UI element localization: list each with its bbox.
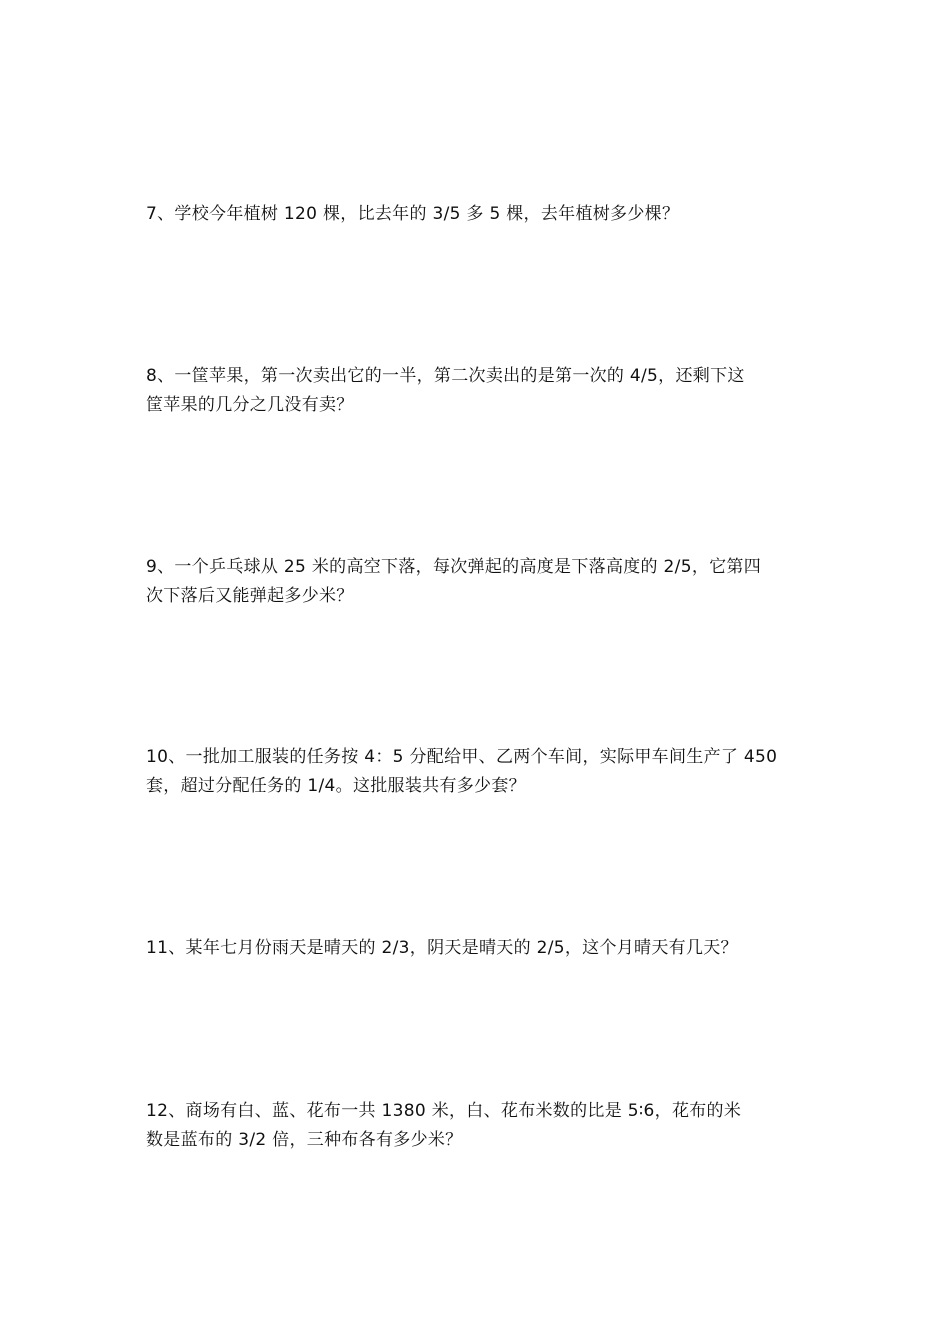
problem-11-line-1: 11、某年七月份雨天是晴天的 2/3，阴天是晴天的 2/5，这个月晴天有几天？	[146, 938, 738, 958]
problem-10-line-1: 10、一批加工服装的任务按 4：5 分配给甲、乙两个车间，实际甲车间生产了 450	[146, 747, 778, 767]
problem-8-line-1: 8、一筐苹果，第一次卖出它的一半，第二次卖出的是第一次的 4/5，还剩下这	[146, 366, 745, 386]
problem-11	[146, 934, 810, 963]
problem-8	[146, 362, 810, 420]
problem-12-line-2: 数是蓝布的 3/2 倍，三种布各有多少米？	[146, 1130, 463, 1150]
problem-10-line-2: 套，超过分配任务的 1/4。这批服装共有多少套？	[146, 776, 526, 796]
problem-7-line-1: 7、学校今年植树 120 棵，比去年的 3/5 多 5 棵，去年植树多少棵？	[146, 204, 680, 224]
problem-9-line-2: 次下落后又能弹起多少米？	[146, 586, 354, 606]
problem-8-line-2: 筐苹果的几分之几没有卖？	[146, 395, 354, 415]
problem-9-line-1: 9、一个乒乓球从 25 米的高空下落，每次弹起的高度是下落高度的 2/5，它第四	[146, 557, 762, 577]
problem-10	[146, 743, 810, 801]
problem-12	[146, 1097, 810, 1155]
problem-9	[146, 553, 810, 611]
problem-12-line-1: 12、商场有白、蓝、花布一共 1380 米，白、花布米数的比是 5∶6，花布的米	[146, 1101, 742, 1121]
problem-7	[146, 200, 810, 229]
